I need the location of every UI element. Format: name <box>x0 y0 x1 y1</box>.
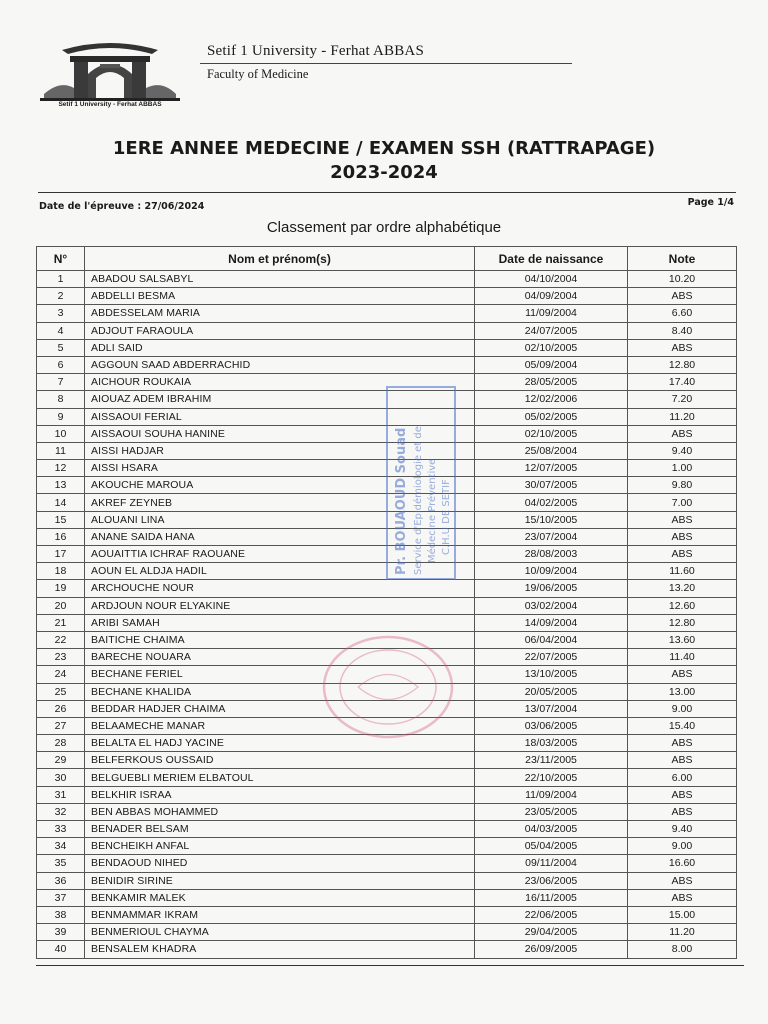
student-name: BELALTA EL HADJ YACINE <box>85 735 475 752</box>
birth-date: 18/03/2005 <box>475 735 628 752</box>
row-number: 3 <box>37 305 85 322</box>
table-row <box>37 941 737 958</box>
row-number: 9 <box>37 408 85 425</box>
row-number: 26 <box>37 700 85 717</box>
grade: 17.40 <box>628 374 737 391</box>
grade: 10.20 <box>628 271 737 288</box>
student-name: ALOUANI LINA <box>85 511 475 528</box>
grade: 9.00 <box>628 700 737 717</box>
table-row <box>37 838 737 855</box>
table-row <box>37 580 737 597</box>
birth-date: 30/07/2005 <box>475 477 628 494</box>
table-row <box>37 356 737 373</box>
birth-date: 04/09/2004 <box>475 288 628 305</box>
student-name: AKOUCHE MAROUA <box>85 477 475 494</box>
blue-official-stamp-icon <box>385 385 457 581</box>
grade: 11.20 <box>628 924 737 941</box>
grade: 7.00 <box>628 494 737 511</box>
grade: ABS <box>628 511 737 528</box>
results-table <box>36 246 737 959</box>
header-no: N° <box>37 247 85 271</box>
grade: 12.80 <box>628 356 737 373</box>
grade: 9.40 <box>628 821 737 838</box>
grade: 15.00 <box>628 906 737 923</box>
student-name: ABADOU SALSABYL <box>85 271 475 288</box>
student-name: BENDAOUD NIHED <box>85 855 475 872</box>
row-number: 25 <box>37 683 85 700</box>
grade: 15.40 <box>628 717 737 734</box>
grade: ABS <box>628 803 737 820</box>
birth-date: 23/06/2005 <box>475 872 628 889</box>
student-name: ARDJOUN NOUR ELYAKINE <box>85 597 475 614</box>
grade: 6.60 <box>628 305 737 322</box>
grade: 1.00 <box>628 460 737 477</box>
student-name: BECHANE KHALIDA <box>85 683 475 700</box>
student-name: BARECHE NOUARA <box>85 649 475 666</box>
grade: ABS <box>628 735 737 752</box>
grade: ABS <box>628 752 737 769</box>
grade: ABS <box>628 786 737 803</box>
grade: 8.40 <box>628 322 737 339</box>
birth-date: 25/08/2004 <box>475 442 628 459</box>
student-name: BAITICHE CHAIMA <box>85 631 475 648</box>
student-name: BENADER BELSAM <box>85 821 475 838</box>
grade: 7.20 <box>628 391 737 408</box>
student-name: BELFERKOUS OUSSAID <box>85 752 475 769</box>
student-name: AICHOUR ROUKAIA <box>85 374 475 391</box>
birth-date: 22/10/2005 <box>475 769 628 786</box>
table-row <box>37 614 737 631</box>
stamp-line-0: Pr. BOUAOUD Souad <box>394 427 409 575</box>
row-number: 7 <box>37 374 85 391</box>
row-number: 33 <box>37 821 85 838</box>
student-name: BENSALEM KHADRA <box>85 941 475 958</box>
grade: 8.00 <box>628 941 737 958</box>
row-number: 24 <box>37 666 85 683</box>
birth-date: 16/11/2005 <box>475 889 628 906</box>
birth-date: 24/07/2005 <box>475 322 628 339</box>
student-name: BELAAMECHE MANAR <box>85 717 475 734</box>
student-name: AISSI HADJAR <box>85 442 475 459</box>
table-row <box>37 906 737 923</box>
birth-date: 28/08/2003 <box>475 546 628 563</box>
stamp-line-2: Médecine Préventive <box>427 458 438 563</box>
table-row <box>37 872 737 889</box>
row-number: 28 <box>37 735 85 752</box>
table-row <box>37 339 737 356</box>
student-name: ADLI SAID <box>85 339 475 356</box>
row-number: 19 <box>37 580 85 597</box>
row-number: 4 <box>37 322 85 339</box>
row-number: 37 <box>37 889 85 906</box>
table-row <box>37 752 737 769</box>
page-number: Page 1/4 <box>687 197 734 208</box>
row-number: 23 <box>37 649 85 666</box>
student-name: ARCHOUCHE NOUR <box>85 580 475 597</box>
row-number: 8 <box>37 391 85 408</box>
row-number: 27 <box>37 717 85 734</box>
stamp-line-1: Service d'Epidémiologie et de <box>413 426 424 575</box>
header-name: Nom et prénom(s) <box>85 247 475 271</box>
row-number: 21 <box>37 614 85 631</box>
student-name: AIOUAZ ADEM IBRAHIM <box>85 391 475 408</box>
birth-date: 03/06/2005 <box>475 717 628 734</box>
birth-date: 04/03/2005 <box>475 821 628 838</box>
row-number: 38 <box>37 906 85 923</box>
row-number: 39 <box>37 924 85 941</box>
birth-date: 05/02/2005 <box>475 408 628 425</box>
header-divider <box>200 63 572 64</box>
row-number: 31 <box>37 786 85 803</box>
table-row <box>37 305 737 322</box>
birth-date: 14/09/2004 <box>475 614 628 631</box>
row-number: 36 <box>37 872 85 889</box>
student-name: BELGUEBLI MERIEM ELBATOUL <box>85 769 475 786</box>
birth-date: 20/05/2005 <box>475 683 628 700</box>
row-number: 12 <box>37 460 85 477</box>
grade: ABS <box>628 425 737 442</box>
birth-date: 15/10/2005 <box>475 511 628 528</box>
row-number: 40 <box>37 941 85 958</box>
faculty-name: Faculty of Medicine <box>207 67 309 81</box>
birth-date: 26/09/2005 <box>475 941 628 958</box>
student-name: ABDELLI BESMA <box>85 288 475 305</box>
birth-date: 11/09/2004 <box>475 305 628 322</box>
birth-date: 22/06/2005 <box>475 906 628 923</box>
table-row <box>37 288 737 305</box>
student-name: BENIDIR SIRINE <box>85 872 475 889</box>
table-row <box>37 821 737 838</box>
stamp-line-3: C.H.U DE SETIF <box>441 479 452 555</box>
row-number: 34 <box>37 838 85 855</box>
university-name: Setif 1 University - Ferhat ABBAS <box>207 43 425 59</box>
birth-date: 28/05/2005 <box>475 374 628 391</box>
student-name: BENKAMIR MALEK <box>85 889 475 906</box>
birth-date: 12/02/2006 <box>475 391 628 408</box>
row-number: 11 <box>37 442 85 459</box>
row-number: 1 <box>37 271 85 288</box>
student-name: ANANE SAIDA HANA <box>85 528 475 545</box>
table-body <box>37 271 737 959</box>
grade: 12.80 <box>628 614 737 631</box>
grade: ABS <box>628 288 737 305</box>
row-number: 20 <box>37 597 85 614</box>
birth-date: 22/07/2005 <box>475 649 628 666</box>
row-number: 5 <box>37 339 85 356</box>
exam-date: Date de l'épreuve : 27/06/2024 <box>39 201 205 212</box>
table-header-row <box>37 247 737 271</box>
university-arch-logo-icon <box>40 28 180 110</box>
student-name: BENMERIOUL CHAYMA <box>85 924 475 941</box>
grade: 9.40 <box>628 442 737 459</box>
birth-date: 03/02/2004 <box>475 597 628 614</box>
table-row <box>37 769 737 786</box>
student-name: AISSAOUI SOUHA HANINE <box>85 425 475 442</box>
birth-date: 13/07/2004 <box>475 700 628 717</box>
grade: 11.40 <box>628 649 737 666</box>
grade: 9.80 <box>628 477 737 494</box>
birth-date: 05/04/2005 <box>475 838 628 855</box>
logo-caption: Setif 1 University - Ferhat ABBAS <box>58 101 162 108</box>
row-number: 6 <box>37 356 85 373</box>
birth-date: 12/07/2005 <box>475 460 628 477</box>
row-number: 13 <box>37 477 85 494</box>
grade: ABS <box>628 528 737 545</box>
birth-date: 29/04/2005 <box>475 924 628 941</box>
student-name: BEDDAR HADJER CHAIMA <box>85 700 475 717</box>
birth-date: 04/10/2004 <box>475 271 628 288</box>
grade: 11.20 <box>628 408 737 425</box>
row-number: 18 <box>37 563 85 580</box>
row-number: 16 <box>37 528 85 545</box>
birth-date: 13/10/2005 <box>475 666 628 683</box>
student-name: ARIBI SAMAH <box>85 614 475 631</box>
row-number: 15 <box>37 511 85 528</box>
student-name: AISSI HSARA <box>85 460 475 477</box>
birth-date: 02/10/2005 <box>475 425 628 442</box>
row-number: 14 <box>37 494 85 511</box>
exam-title: 1ERE ANNEE MEDECINE / EXAMEN SSH (RATTRAPAGE) <box>112 138 656 159</box>
table-row <box>37 786 737 803</box>
row-number: 30 <box>37 769 85 786</box>
table-row <box>37 855 737 872</box>
grade: ABS <box>628 889 737 906</box>
grade: ABS <box>628 872 737 889</box>
grade: 13.20 <box>628 580 737 597</box>
student-name: AOUN EL ALDJA HADIL <box>85 563 475 580</box>
grade: ABS <box>628 339 737 356</box>
student-name: ADJOUT FARAOULA <box>85 322 475 339</box>
birth-date: 23/05/2005 <box>475 803 628 820</box>
grade: 13.60 <box>628 631 737 648</box>
table-row <box>37 889 737 906</box>
grade: ABS <box>628 546 737 563</box>
bottom-divider <box>36 965 744 966</box>
student-name: AGGOUN SAAD ABDERRACHID <box>85 356 475 373</box>
row-number: 32 <box>37 803 85 820</box>
student-name: AKREF ZEYNEB <box>85 494 475 511</box>
grade: 9.00 <box>628 838 737 855</box>
row-number: 22 <box>37 631 85 648</box>
row-number: 29 <box>37 752 85 769</box>
results-table-wrapper <box>36 246 736 959</box>
grade: 16.60 <box>628 855 737 872</box>
title-divider <box>38 192 736 193</box>
table-row <box>37 924 737 941</box>
student-name: ABDESSELAM MARIA <box>85 305 475 322</box>
table-row <box>37 803 737 820</box>
grade: 6.00 <box>628 769 737 786</box>
birth-date: 11/09/2004 <box>475 786 628 803</box>
table-row <box>37 271 737 288</box>
red-round-seal-icon <box>318 632 458 742</box>
header-dob: Date de naissance <box>475 247 628 271</box>
student-name: BENMAMMAR IKRAM <box>85 906 475 923</box>
grade: 11.60 <box>628 563 737 580</box>
row-number: 17 <box>37 546 85 563</box>
student-name: AISSAOUI FERIAL <box>85 408 475 425</box>
student-name: BEN ABBAS MOHAMMED <box>85 803 475 820</box>
header-note: Note <box>628 247 737 271</box>
student-name: BECHANE FERIEL <box>85 666 475 683</box>
birth-date: 09/11/2004 <box>475 855 628 872</box>
birth-date: 05/09/2004 <box>475 356 628 373</box>
grade: ABS <box>628 666 737 683</box>
table-row <box>37 597 737 614</box>
birth-date: 19/06/2005 <box>475 580 628 597</box>
row-number: 35 <box>37 855 85 872</box>
grade: 12.60 <box>628 597 737 614</box>
grade: 13.00 <box>628 683 737 700</box>
row-number: 10 <box>37 425 85 442</box>
exam-year: 2023-2024 <box>330 162 438 183</box>
birth-date: 04/02/2005 <box>475 494 628 511</box>
birth-date: 23/07/2004 <box>475 528 628 545</box>
student-name: BELKHIR ISRAA <box>85 786 475 803</box>
row-number: 2 <box>37 288 85 305</box>
student-name: AOUAITTIA ICHRAF RAOUANE <box>85 546 475 563</box>
birth-date: 23/11/2005 <box>475 752 628 769</box>
birth-date: 06/04/2004 <box>475 631 628 648</box>
student-name: BENCHEIKH ANFAL <box>85 838 475 855</box>
birth-date: 02/10/2005 <box>475 339 628 356</box>
birth-date: 10/09/2004 <box>475 563 628 580</box>
ranking-title: Classement par ordre alphabétique <box>266 219 502 236</box>
table-row <box>37 322 737 339</box>
